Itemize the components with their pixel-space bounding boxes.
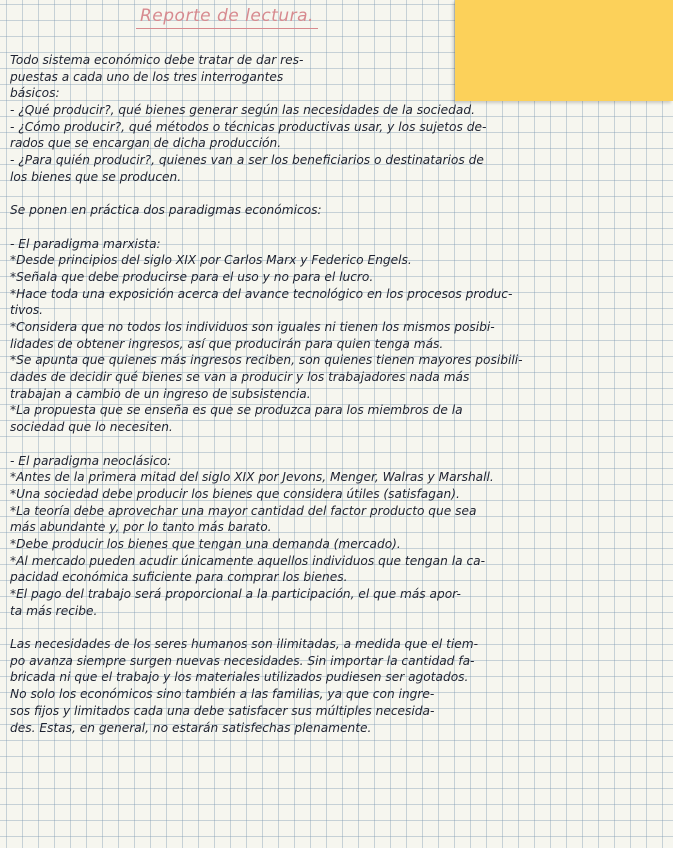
text-line: - El paradigma marxista: (10, 236, 161, 251)
text-line: pacidad económica suficiente para comprar los bienes. (10, 570, 348, 585)
text-line: *Antes de la primera mitad del siglo XIX por Jevons, Menger, Walras y Marshall. (10, 470, 494, 485)
text-line: más abundante y, por lo tanto más barato. (10, 520, 272, 535)
text-line: *La teoría debe aprovechar una mayor cantidad del factor producto que sea (10, 503, 477, 518)
text-line: No solo los económicos sino también a las familias, ya que con ingre- (10, 687, 435, 702)
text-line: dades de decidir qué bienes se van a producir y los trabajadores nada más (10, 370, 470, 385)
text-line: *Considera que no todos los individuos son iguales ni tienen los mismos posibi- (10, 320, 495, 334)
text-line: - ¿Cómo producir?, qué métodos o técnicas productivas usar, y los sujetos de- (10, 119, 487, 134)
paragraph-gap (10, 219, 666, 236)
text-line: Todo sistema económico debe tratar de dar res- (10, 53, 304, 67)
text-line: *Al mercado pueden acudir únicamente aquellos individuos que tengan la ca- (10, 553, 486, 568)
paragraph-gap (10, 436, 666, 453)
handwritten-text (10, 52, 666, 736)
text-line: *Se apunta que quienes más ingresos reciben, son quienes tienen mayores posibili- (10, 353, 523, 368)
text-line: - ¿Para quién producir?, quienes van a ser los beneficiarios o destinatarios de (10, 153, 484, 168)
text-line: des. Estas, en general, no estarán satisfechas plenamente. (10, 720, 372, 735)
text-line: *Señala que debe producirse para el uso y no para el lucro. (10, 269, 374, 284)
text-line: trabajan a cambio de un ingreso de subsistencia. (10, 386, 311, 401)
text-line: - ¿Qué producir?, qué bienes generar según las necesidades de la sociedad. (10, 103, 475, 118)
text-line: bricada ni que el trabajo y los materiales utilizados pudiesen ser agotados. (10, 670, 469, 685)
text-line: sociedad que lo necesiten. (10, 420, 173, 435)
text-line: puestas a cada uno de los tres interrogantes (10, 69, 284, 84)
text-line: *Una sociedad debe producir los bienes que considera útiles (satisfagan). (10, 486, 460, 501)
text-line: rados que se encargan de dicha producción. (10, 136, 282, 151)
page-title: Reporte de lectura. (140, 6, 314, 26)
text-line: *Desde principios del siglo XIX por Carlos Marx y Federico Engels. (10, 253, 412, 268)
text-line: tivos. (10, 303, 44, 318)
text-line: po avanza siempre surgen nuevas necesidades. Sin importar la cantidad fa- (10, 653, 475, 668)
paragraph-gap (10, 619, 666, 636)
text-line: *Hace toda una exposición acerca del avance tecnológico en los procesos produc- (10, 286, 513, 301)
paragraph-gap (10, 186, 666, 203)
text-line: Se ponen en práctica dos paradigmas económicos: (10, 203, 322, 218)
text-line: sos fijos y limitados cada una debe satisfacer sus múltiples necesida- (10, 703, 435, 718)
text-line: - El paradigma neoclásico: (10, 453, 172, 468)
text-line: *Debe producir los bienes que tengan una demanda (mercado). (10, 536, 401, 551)
text-line: básicos: (10, 86, 60, 101)
text-line: Las necesidades de los seres humanos son ilimitadas, a medida que el tiem- (10, 637, 479, 652)
text-line: lidades de obtener ingresos, así que producirán para quien tenga más. (10, 336, 444, 351)
text-line: los bienes que se producen. (10, 169, 182, 184)
text-line: ta más recibe. (10, 603, 98, 618)
text-line: *La propuesta que se enseña es que se produzca para los miembros de la (10, 403, 463, 418)
text-line: *El pago del trabajo será proporcional a la participación, el que más apor- (10, 587, 461, 601)
